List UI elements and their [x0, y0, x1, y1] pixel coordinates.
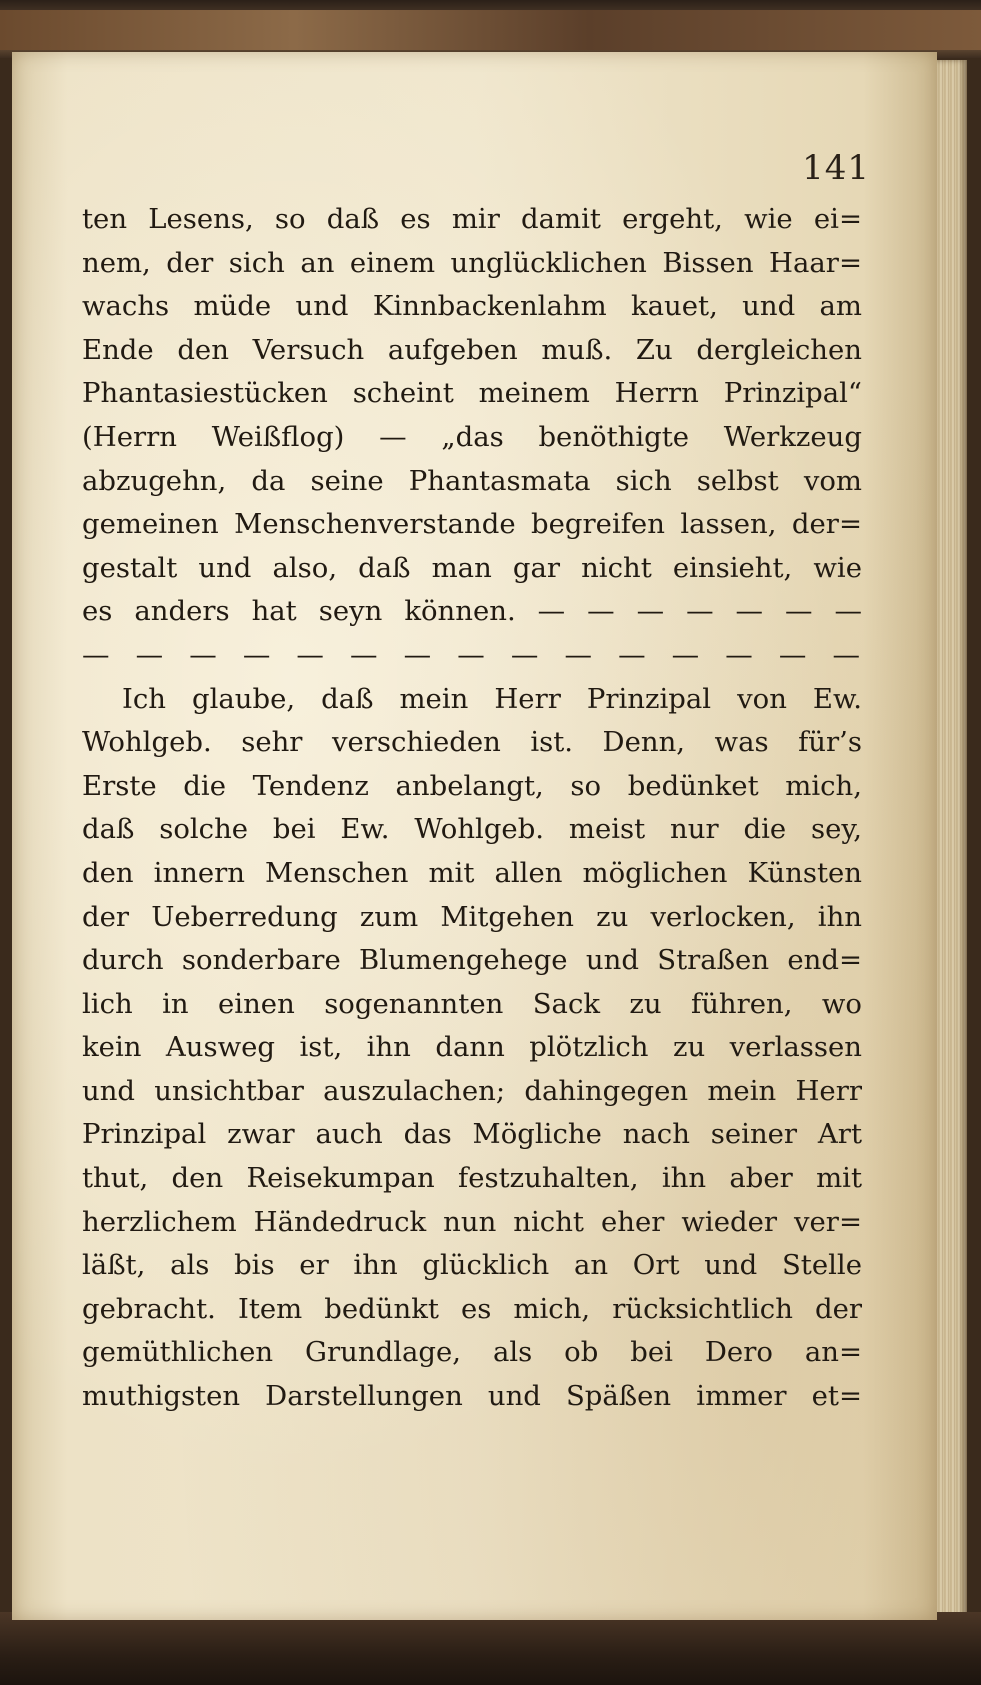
book-binding-strip	[0, 10, 981, 50]
text-line: gemeinen Menschenverstande begreifen lassen, der=	[82, 508, 862, 541]
text-line: gebracht. Item bedünkt es mich, rücksichtlich der	[82, 1292, 862, 1325]
text-line: Erste die Tendenz anbelangt, so bedünket mich,	[82, 769, 862, 802]
page-number: 141	[802, 148, 870, 188]
page-edges	[937, 60, 967, 1620]
text-line: thut, den Reisekumpan festzuhalten, ihn aber mit	[82, 1162, 862, 1195]
text-line: lich in einen sogenannten Sack zu führen, wo	[82, 987, 862, 1020]
text-line: gemüthlichen Grundlage, als ob bei Dero an=	[82, 1336, 862, 1369]
dash-line: — — — — — — — — — — — — — — —	[82, 638, 862, 671]
text-line: ten Lesens, so daß es mir damit ergeht, wie ei=	[82, 203, 862, 235]
text-line: herzlichem Händedruck nun nicht eher wieder ver=	[82, 1205, 862, 1238]
text-line: der Ueberredung zum Mitgehen zu verlocken, ihn	[82, 900, 862, 933]
text-line: Ende den Versuch aufgeben muß. Zu dergleichen	[82, 333, 862, 366]
text-line: daß solche bei Ew. Wohlgeb. meist nur die sey,	[82, 813, 862, 846]
text-line: Prinzipal zwar auch das Mögliche nach seiner Art	[82, 1118, 862, 1151]
text-line: muthigsten Darstellungen und Späßen immer et=	[82, 1380, 862, 1413]
text-line: durch sonderbare Blumengehege und Straßen end=	[82, 944, 862, 977]
text-line: (Herrn Weißflog) — „das benöthigte Werkzeug	[82, 420, 862, 453]
book-bottom-edge	[0, 1612, 981, 1685]
text-line: und unsichtbar auszulachen; dahingegen mein Herr	[82, 1074, 862, 1107]
text-line: Ich glaube, daß mein Herr Prinzipal von Ew.	[122, 682, 862, 715]
text-line: abzugehn, da seine Phantasmata sich selbst vom	[82, 464, 862, 497]
text-line: den innern Menschen mit allen möglichen Künsten	[82, 856, 862, 889]
text-line: nem, der sich an einem unglücklichen Bissen Haar=	[82, 246, 862, 279]
page-text	[82, 198, 862, 1419]
text-line: kein Ausweg ist, ihn dann plötzlich zu verlassen	[82, 1031, 862, 1064]
text-line: Phantasiestücken scheint meinem Herrn Prinzipal“	[82, 377, 862, 410]
text-line: läßt, als bis er ihn glücklich an Ort und Stelle	[82, 1249, 862, 1282]
text-line: Wohlgeb. sehr verschieden ist. Denn, was für’s	[82, 726, 862, 759]
text-line: gestalt und also, daß man gar nicht einsieht, wie	[82, 551, 862, 584]
text-line: es anders hat seyn können. — — — — — — —	[82, 595, 862, 628]
text-line: wachs müde und Kinnbackenlahm kauet, und am	[82, 290, 862, 323]
